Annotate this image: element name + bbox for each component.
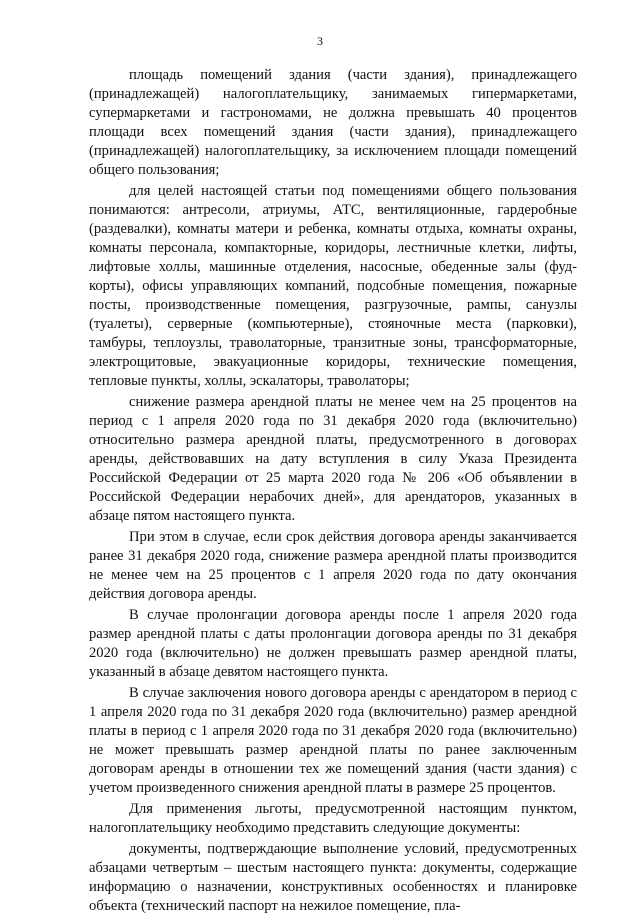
- paragraph-common-areas-definition: для целей настоящей статьи под помещениями общего пользования понимаются: антресоли, атриумы, АТС, вентиляционные, гардеробные (раздевалки), комнаты матери и ребенка, комнаты отдыха, комнаты охраны, комнаты персонала, компакторные, коридоры, лестничные клетки, лифты, лифтовые холлы, машинные отделения, насосные, обеденные залы (фуд-корты), офисы управляющих компаний, подсобные помещения, пожарные посты, производственные помещения, разгрузочные, рампы, санузлы (туалеты), серверные (компьютерные), стояночные места (парковки), тамбуры, теплоузлы, траволаторные, транзитные зоны, трансформаторные, электрощитовые, эвакуационные коридоры, технические помещения, тепловые пункты, холлы, эскалаторы, траволаторы;: [89, 183, 577, 389]
- paragraph-lease-prolongation: В случае пролонгации договора аренды после 1 апреля 2020 года размер арендной платы с даты пролонгации договора аренды по 31 декабря 2020 года (включительно) не должен превышать размер арендной платы, указанный в абзаце девятом настоящего пункта.: [89, 607, 577, 680]
- page-number: 3: [317, 34, 323, 48]
- paragraph-required-documents: Для применения льготы, предусмотренной настоящим пунктом, налогоплательщику необходимо представить следующие документы:: [89, 801, 577, 836]
- paragraph-supporting-documents: документы, подтверждающие выполнение условий, предусмотренных абзацами четвертым – шестым настоящего пункта: документы, содержащие информацию о назначении, конструктивных особенностях и планировке объекта (технический паспорт на нежилое помещение, пла-: [89, 841, 577, 914]
- paragraph-new-lease: В случае заключения нового договора аренды с арендатором в период с 1 апреля 2020 года по 31 декабря 2020 года (включительно) размер арендной платы в период с 1 апреля 2020 года по 31 декабря 2020 года (включительно) не может превышать размер арендной платы по ранее заключенным договорам аренды в отношении тех же помещений здания (части здания) с учетом произведенного снижения арендной платы в размере 25 процентов.: [89, 685, 577, 796]
- document-body: [89, 66, 577, 918]
- paragraph-lease-expiry: При этом в случае, если срок действия договора аренды заканчивается ранее 31 декабря 2020 года, снижение размера арендной платы производится не менее чем на 25 процентов с 1 апреля 2020 года по дату окончания действия договора аренды.: [89, 529, 577, 602]
- paragraph-premises-area: площадь помещений здания (части здания), принадлежащего (принадлежащей) налогоплательщику, занимаемых гипермаркетами, супермаркетами и гастрономами, не должна превышать 40 процентов площади всех помещений здания (части здания), принадлежащего (принадлежащей) налогоплательщику, за исключением площади помещений общего пользования;: [89, 67, 577, 178]
- paragraph-rent-reduction: снижение размера арендной платы не менее чем на 25 процентов на период с 1 апреля 2020 года по 31 декабря 2020 года (включительно) относительно размера арендной платы, предусмотренного в договорах аренды, действовавших на дату вступления в силу Указа Президента Российской Федерации от 25 марта 2020 года № 206 «Об объявлении в Российской Федерации нерабочих дней», для арендаторов, указанных в абзаце пятом настоящего пункта.: [89, 394, 577, 524]
